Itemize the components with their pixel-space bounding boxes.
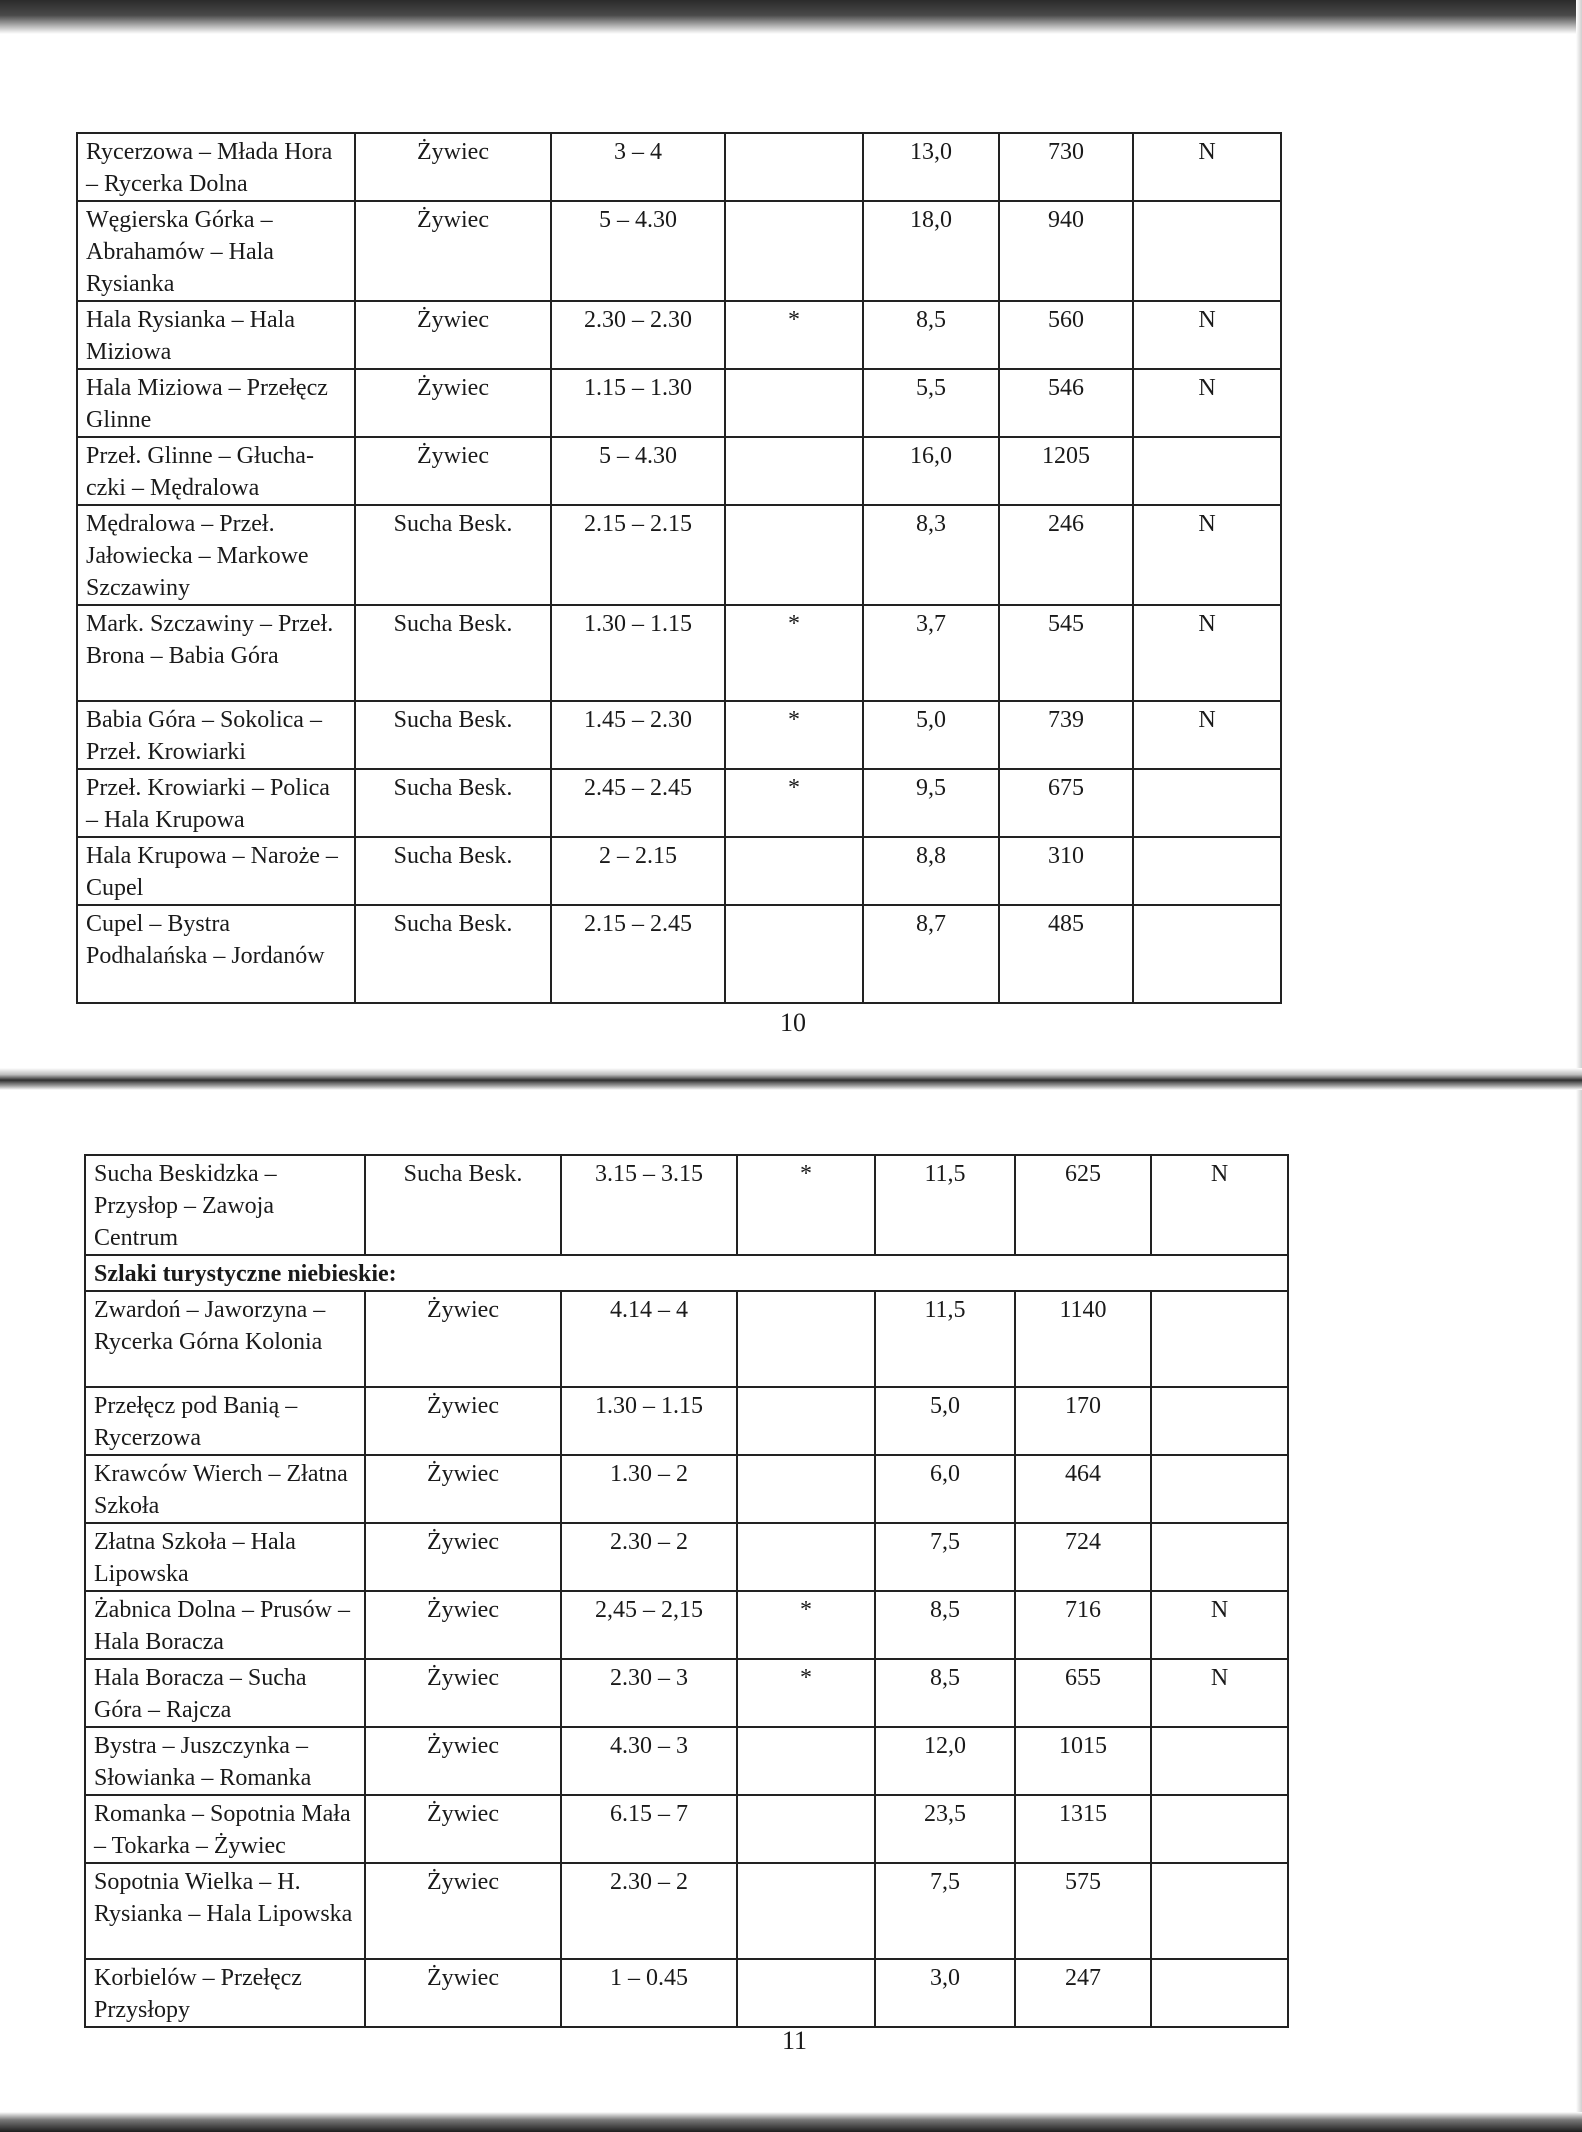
walking-time-cell: 1 – 0.45 (561, 1959, 737, 2027)
elevation-cell: 655 (1015, 1659, 1151, 1727)
marker-cell (725, 905, 863, 1003)
distance-cell: 12,0 (875, 1727, 1015, 1795)
route-cell: Mędralowa – Przeł. Jałowiecka – Markowe Szczawiny (77, 505, 355, 605)
table-row (77, 133, 1281, 201)
map-sheet-cell: Żywiec (365, 1795, 561, 1863)
map-sheet-cell: Żywiec (365, 1523, 561, 1591)
distance-cell: 7,5 (875, 1863, 1015, 1959)
table-row (85, 1863, 1288, 1959)
map-sheet-cell: Sucha Besk. (355, 769, 551, 837)
table-row (77, 437, 1281, 505)
flag-cell: N (1133, 701, 1281, 769)
scan-bottom-edge (0, 2112, 1582, 2132)
map-sheet-cell: Sucha Besk. (355, 837, 551, 905)
distance-cell: 7,5 (875, 1523, 1015, 1591)
route-cell: Mark. Szczawiny – Przeł. Brona – Babia Góra (77, 605, 355, 701)
map-sheet-cell: Żywiec (365, 1959, 561, 2027)
marker-cell: * (725, 301, 863, 369)
flag-cell: N (1133, 301, 1281, 369)
table-row (85, 1959, 1288, 2027)
walking-time-cell: 5 – 4.30 (551, 437, 725, 505)
walking-time-cell: 1.30 – 2 (561, 1455, 737, 1523)
distance-cell: 3,7 (863, 605, 999, 701)
walking-time-cell: 2 – 2.15 (551, 837, 725, 905)
route-cell: Sucha Beskidzka – Przysłop – Zawoja Centrum (85, 1155, 365, 1255)
marker-cell (737, 1387, 875, 1455)
map-sheet-cell: Żywiec (355, 437, 551, 505)
distance-cell: 8,5 (863, 301, 999, 369)
flag-cell (1133, 837, 1281, 905)
marker-cell (737, 1863, 875, 1959)
table-row (77, 701, 1281, 769)
marker-cell: * (737, 1155, 875, 1255)
marker-cell (725, 437, 863, 505)
route-cell: Zwardoń – Jaworzyna – Rycerka Górna Kolonia (85, 1291, 365, 1387)
marker-cell (725, 133, 863, 201)
scan-right-edge (1576, 0, 1582, 2132)
walking-time-cell: 6.15 – 7 (561, 1795, 737, 1863)
distance-cell: 18,0 (863, 201, 999, 301)
marker-cell (725, 201, 863, 301)
elevation-cell: 730 (999, 133, 1133, 201)
marker-cell: * (725, 769, 863, 837)
flag-cell (1133, 905, 1281, 1003)
flag-cell (1151, 1863, 1288, 1959)
route-cell: Żabnica Dolna – Prusów – Hala Boracza (85, 1591, 365, 1659)
walking-time-cell: 1.15 – 1.30 (551, 369, 725, 437)
walking-time-cell: 2.30 – 2 (561, 1863, 737, 1959)
map-sheet-cell: Sucha Besk. (355, 505, 551, 605)
flag-cell (1133, 769, 1281, 837)
flag-cell (1151, 1455, 1288, 1523)
walking-time-cell: 5 – 4.30 (551, 201, 725, 301)
elevation-cell: 560 (999, 301, 1133, 369)
flag-cell: N (1151, 1659, 1288, 1727)
route-cell: Przeł. Glinne – Głucha-czki – Mędralowa (77, 437, 355, 505)
map-sheet-cell: Żywiec (355, 133, 551, 201)
marker-cell (737, 1523, 875, 1591)
route-cell: Bystra – Juszczynka – Słowianka – Romanka (85, 1727, 365, 1795)
table-row (77, 369, 1281, 437)
elevation-cell: 625 (1015, 1155, 1151, 1255)
distance-cell: 16,0 (863, 437, 999, 505)
table-row (77, 301, 1281, 369)
table-row (77, 837, 1281, 905)
route-cell: Przeł. Krowiarki – Polica – Hala Krupowa (77, 769, 355, 837)
map-sheet-cell: Sucha Besk. (355, 701, 551, 769)
distance-cell: 13,0 (863, 133, 999, 201)
flag-cell (1151, 1387, 1288, 1455)
flag-cell: N (1151, 1591, 1288, 1659)
page-gutter-divider (0, 1068, 1582, 1090)
marker-cell: * (737, 1659, 875, 1727)
elevation-cell: 716 (1015, 1591, 1151, 1659)
distance-cell: 6,0 (875, 1455, 1015, 1523)
route-cell: Złatna Szkoła – Hala Lipowska (85, 1523, 365, 1591)
marker-cell (725, 369, 863, 437)
marker-cell (737, 1455, 875, 1523)
walking-time-cell: 3.15 – 3.15 (561, 1155, 737, 1255)
elevation-cell: 1315 (1015, 1795, 1151, 1863)
distance-cell: 23,5 (875, 1795, 1015, 1863)
map-sheet-cell: Żywiec (355, 201, 551, 301)
route-cell: Węgierska Górka – Abrahamów – Hala Rysianka (77, 201, 355, 301)
map-sheet-cell: Żywiec (365, 1863, 561, 1959)
distance-cell: 8,5 (875, 1591, 1015, 1659)
route-cell: Sopotnia Wielka – H. Rysianka – Hala Lipowska (85, 1863, 365, 1959)
route-cell: Hala Rysianka – Hala Miziowa (77, 301, 355, 369)
page-number: 11 (782, 2026, 808, 2055)
distance-cell: 11,5 (875, 1155, 1015, 1255)
marker-cell (725, 505, 863, 605)
elevation-cell: 170 (1015, 1387, 1151, 1455)
walking-time-cell: 1.45 – 2.30 (551, 701, 725, 769)
flag-cell (1133, 201, 1281, 301)
elevation-cell: 1205 (999, 437, 1133, 505)
distance-cell: 8,5 (875, 1659, 1015, 1727)
flag-cell (1151, 1291, 1288, 1387)
marker-cell: * (737, 1591, 875, 1659)
map-sheet-cell: Żywiec (365, 1591, 561, 1659)
walking-time-cell: 2,45 – 2,15 (561, 1591, 737, 1659)
elevation-cell: 485 (999, 905, 1133, 1003)
table-row (85, 1795, 1288, 1863)
map-sheet-cell: Żywiec (365, 1387, 561, 1455)
map-sheet-cell: Sucha Besk. (365, 1155, 561, 1255)
map-sheet-cell: Żywiec (365, 1727, 561, 1795)
walking-time-cell: 3 – 4 (551, 133, 725, 201)
trail-table-page-10 (76, 132, 1282, 1004)
walking-time-cell: 2.45 – 2.45 (551, 769, 725, 837)
table-row (77, 769, 1281, 837)
scan-top-edge (0, 0, 1582, 34)
table-row (85, 1591, 1288, 1659)
marker-cell (737, 1795, 875, 1863)
route-cell: Hala Miziowa – Przełęcz Glinne (77, 369, 355, 437)
route-cell: Korbielów – Przełęcz Przysłopy (85, 1959, 365, 2027)
flag-cell: N (1133, 605, 1281, 701)
flag-cell: N (1133, 369, 1281, 437)
elevation-cell: 546 (999, 369, 1133, 437)
table-row (85, 1455, 1288, 1523)
elevation-cell: 739 (999, 701, 1133, 769)
table-row (77, 605, 1281, 701)
route-cell: Babia Góra – Sokolica –Przeł. Krowiarki (77, 701, 355, 769)
elevation-cell: 1140 (1015, 1291, 1151, 1387)
elevation-cell: 246 (999, 505, 1133, 605)
flag-cell (1151, 1959, 1288, 2027)
page-number: 10 (780, 1008, 806, 1037)
route-cell: Przełęcz pod Banią – Rycerzowa (85, 1387, 365, 1455)
map-sheet-cell: Sucha Besk. (355, 905, 551, 1003)
marker-cell (737, 1959, 875, 2027)
flag-cell (1151, 1795, 1288, 1863)
walking-time-cell: 4.30 – 3 (561, 1727, 737, 1795)
map-sheet-cell: Żywiec (365, 1659, 561, 1727)
elevation-cell: 545 (999, 605, 1133, 701)
marker-cell (725, 837, 863, 905)
trail-table-page-11 (84, 1154, 1289, 2028)
flag-cell (1133, 437, 1281, 505)
elevation-cell: 575 (1015, 1863, 1151, 1959)
distance-cell: 8,7 (863, 905, 999, 1003)
marker-cell: * (725, 605, 863, 701)
distance-cell: 5,0 (863, 701, 999, 769)
elevation-cell: 940 (999, 201, 1133, 301)
route-cell: Romanka – Sopotnia Mała – Tokarka – Żywiec (85, 1795, 365, 1863)
flag-cell: N (1133, 133, 1281, 201)
route-cell: Hala Boracza – Sucha Góra – Rajcza (85, 1659, 365, 1727)
walking-time-cell: 4.14 – 4 (561, 1291, 737, 1387)
distance-cell: 8,3 (863, 505, 999, 605)
walking-time-cell: 2.15 – 2.15 (551, 505, 725, 605)
map-sheet-cell: Sucha Besk. (355, 605, 551, 701)
section-row (85, 1255, 1288, 1291)
distance-cell: 3,0 (875, 1959, 1015, 2027)
walking-time-cell: 1.30 – 1.15 (561, 1387, 737, 1455)
distance-cell: 9,5 (863, 769, 999, 837)
table-row (85, 1523, 1288, 1591)
table-row (85, 1727, 1288, 1795)
elevation-cell: 310 (999, 837, 1133, 905)
walking-time-cell: 2.30 – 2.30 (551, 301, 725, 369)
marker-cell (737, 1291, 875, 1387)
distance-cell: 5,5 (863, 369, 999, 437)
section-heading: Szlaki turystyczne niebieskie: (85, 1255, 1288, 1291)
table-row (85, 1387, 1288, 1455)
flag-cell (1151, 1727, 1288, 1795)
distance-cell: 8,8 (863, 837, 999, 905)
flag-cell (1151, 1523, 1288, 1591)
elevation-cell: 247 (1015, 1959, 1151, 2027)
map-sheet-cell: Żywiec (365, 1291, 561, 1387)
elevation-cell: 724 (1015, 1523, 1151, 1591)
route-cell: Rycerzowa – Młada Hora – Rycerka Dolna (77, 133, 355, 201)
route-cell: Hala Krupowa – Naroże – Cupel (77, 837, 355, 905)
table-row (77, 505, 1281, 605)
elevation-cell: 675 (999, 769, 1133, 837)
table-row (85, 1291, 1288, 1387)
distance-cell: 5,0 (875, 1387, 1015, 1455)
walking-time-cell: 2.30 – 2 (561, 1523, 737, 1591)
table-row (77, 201, 1281, 301)
flag-cell: N (1133, 505, 1281, 605)
distance-cell: 11,5 (875, 1291, 1015, 1387)
table-row (77, 905, 1281, 1003)
table-row (85, 1155, 1288, 1255)
trail-table-body (85, 1155, 1288, 2027)
elevation-cell: 1015 (1015, 1727, 1151, 1795)
map-sheet-cell: Żywiec (365, 1455, 561, 1523)
marker-cell: * (725, 701, 863, 769)
table-row (85, 1659, 1288, 1727)
trail-table-body (77, 133, 1281, 1003)
map-sheet-cell: Żywiec (355, 369, 551, 437)
route-cell: Krawców Wierch – Złatna Szkoła (85, 1455, 365, 1523)
flag-cell: N (1151, 1155, 1288, 1255)
walking-time-cell: 2.15 – 2.45 (551, 905, 725, 1003)
walking-time-cell: 2.30 – 3 (561, 1659, 737, 1727)
route-cell: Cupel – Bystra Podhalańska – Jordanów (77, 905, 355, 1003)
map-sheet-cell: Żywiec (355, 301, 551, 369)
walking-time-cell: 1.30 – 1.15 (551, 605, 725, 701)
marker-cell (737, 1727, 875, 1795)
elevation-cell: 464 (1015, 1455, 1151, 1523)
